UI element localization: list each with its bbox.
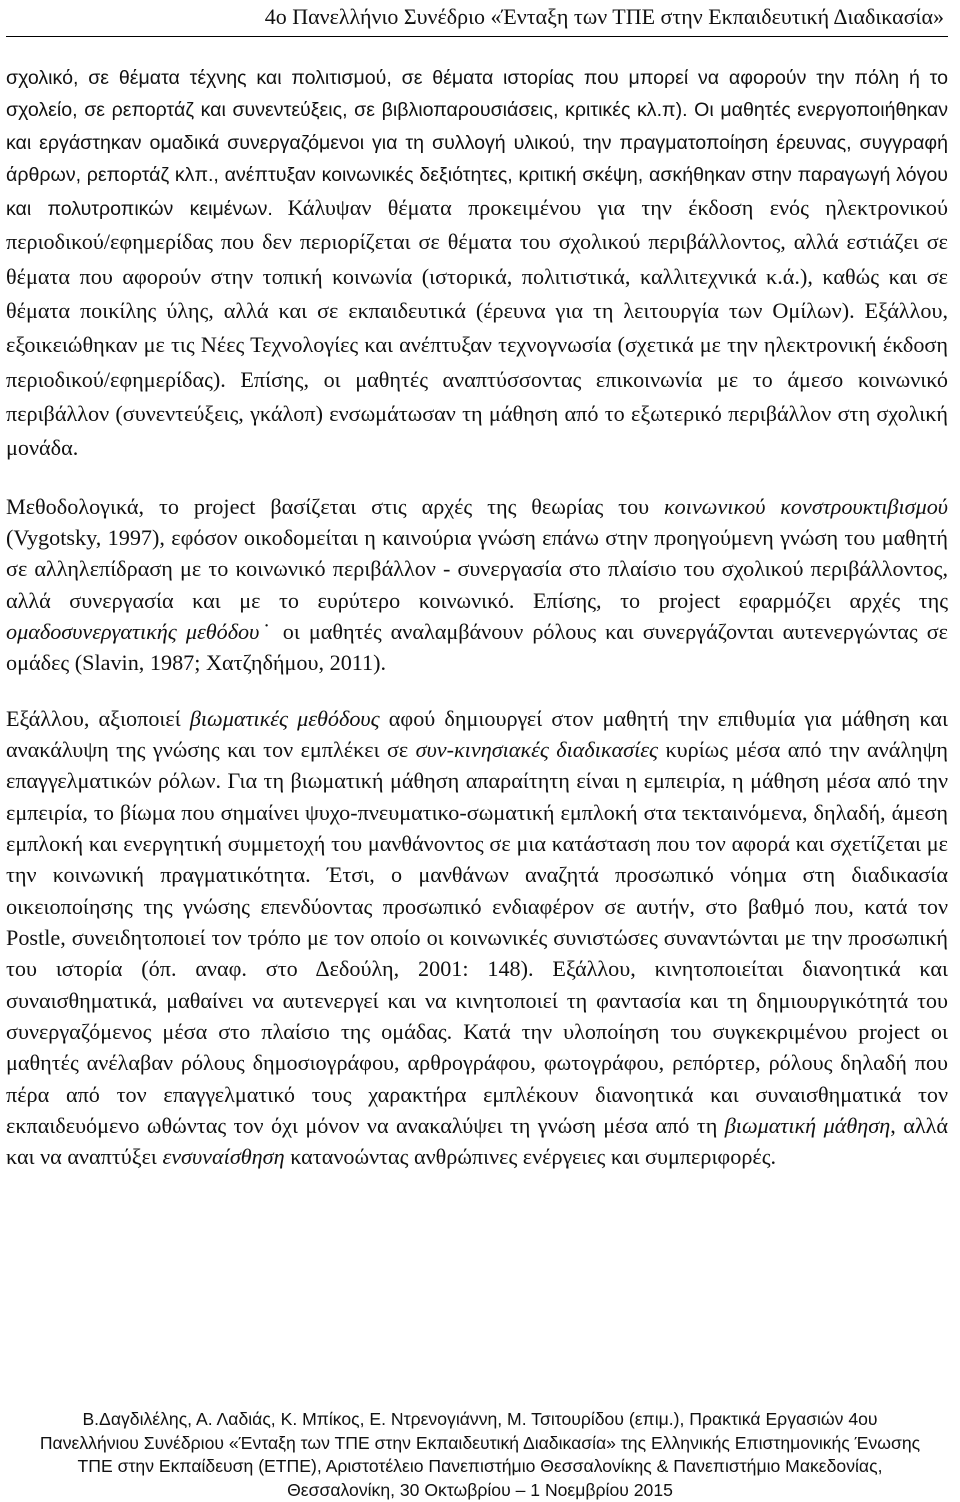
paragraph-3-emphasis-1: βιωματικές μεθόδους: [189, 705, 380, 731]
paragraph-3-emphasis-3: βιωματική μάθηση: [724, 1113, 891, 1139]
paragraph-1-serif-text: Κάλυψαν θέματα προκειμένου για την έκδοση ενός ηλεκτρονικού περιοδικού/εφημερίδας που δεν περιορίζεται σε θέματα του σχολικού περιβάλλοντος, αλλά εστιάζει σε θέματα που αφορούν στην τοπική κοινωνία (ιστορικά, πολιτιστικά, καλλιτεχνικά κ.ά.), καθώς και σε θέματα ποικίλης ύλης, αλλά και σε εκπαιδευτικά (έρευνα για τη λειτουργία των Ομίλων).: [6, 195, 949, 324]
paragraph-1: [6, 63, 948, 467]
paragraph-3-text-c: κυρίως μέσα από την ανάληψη επαγγελματικών ρόλων. Για τη βιωματική μάθηση απαραίτητη είναι η εμπειρία, η μάθηση μέσα από την εμπειρία, το βίωμα που σημαίνει ψυχο-πνευματικο-σωματική εμπλοκή στα τεκταινόμενα, δηλαδή, άμεση εμπλοκή και ενεργητική συμμετοχή του μανθάνοντος σε μια κατάσταση που τον αφορά και σχετίζεται με την κοινωνική πραγματικότητα. Έτσι, ο μανθάνων αναζητά προσωπικό νόημα στη διαδικασία οικειοποίησης της γνώσης επενδύοντας προσωπικό ενδιαφέρον σε αυτήν, στο βαθμό που, κατά τον Postle, συνειδητοποιεί τον τρόπο με τον οποίο οι κοινωνικές συνιστώσες συναντώνται με την προσωπική του ιστορία (όπ. αναφ. στο Δεδούλη, 2001: 148). Εξάλλου, κινητοποιείται διανοητικά και συναισθηματικά, μαθαίνει να αυτενεργεί και να κινητοποιεί τη φαντασία και τη δημιουργικότητά του συνεργαζόμενος μέσα στο πλαίσιο της ομάδας. Κατά την υλοποίηση του συγκεκριμένου project οι μαθητές ανέλαβαν ρόλους δημοσιογράφου, αρθρογράφου, φωτογράφου, ρεπόρτερ, ρόλους δηλαδή που πέρα από τον επαγγελματικό τους χαρακτήρα εμπλέκουν διανοητικά και συναισθηματικά τον εκπαιδευόμενο ωθώντας τον όχι μόνον να ανακαλύψει τη γνώση μέσα από τη: [6, 736, 948, 1139]
paragraph-3-emphasis-2: συν-κινησιακές διαδικασίες: [415, 736, 659, 762]
running-header: 4ο Πανελλήνιο Συνέδριο «Ένταξη των ΤΠΕ στην Εκπαιδευτική Διαδικασία»: [264, 4, 944, 29]
paragraph-2-emphasis-1: κοινωνικού κονστρουκτιβισμού: [664, 493, 948, 519]
paragraph-3-text-e: κατανοώντας ανθρώπινες ενέργειες και συμπεριφορές.: [284, 1144, 777, 1170]
paragraph-1-serif-text-2: Εξάλλου, εξοικειώθηκαν με τις Νέες Τεχνολογίες και ανέπτυξαν τεχνογνωσία (σχετικά με την ηλεκτρονική έκδοση περιοδικού/εφημερίδας). Επίσης, οι μαθητές αναπτύσσοντας επικοινωνία με το άμεσο κοινωνικό περιβάλλον (συνεντεύξεις, γκάλοπ) ενσωμάτωσαν τη μάθηση από το εξωτερικό περιβάλλον στη σχολική μονάδα.: [6, 298, 948, 461]
paragraph-2-text-a: Μεθοδολογικά, το project βασίζεται στις αρχές της θεωρίας του: [6, 493, 665, 519]
footer-line-3: ΤΠΕ στην Εκπαίδευση (ΕΤΠΕ), Αριστοτέλειο Πανεπιστήμιο Θεσσαλονίκης & Πανεπιστήμιο Μακεδονίας,: [77, 1456, 883, 1477]
page-footer: [0, 1408, 960, 1502]
footer-line-2: Πανελλήνιου Συνέδριου «Ένταξη των ΤΠΕ στην Εκπαιδευτική Διαδικασία» της Ελληνικής Επιστημονικής Ένωσης: [39, 1432, 921, 1453]
paragraph-3-text-d: , αλλά και να αναπτύξει: [6, 1113, 948, 1170]
paragraph-2-text-c: ˙ οι μαθητές αναλαμβάνουν ρόλους και συνεργάζονται αυτενεργώντας σε ομάδες (Slavin, 1987; Χατζηδήμου, 2011).: [6, 618, 948, 676]
document-body: [6, 63, 948, 1173]
paragraph-3-emphasis-4: ενσυναίσθηση: [162, 1144, 285, 1170]
paragraph-2-emphasis-2: ομαδοσυνεργατικής μεθόδου: [6, 618, 260, 644]
paragraph-3: [6, 703, 948, 1173]
footer-line-4: Θεσσαλονίκη, 30 Οκτωβρίου – 1 Νοεμβρίου 2015: [287, 1479, 673, 1500]
paragraph-2-text-b: (Vygotsky, 1997), εφόσον οικοδομείται η καινούρια γνώση επάνω στην προηγούμενη γνώση του μαθητή σε αλληλεπίδραση με το κοινωνικό περιβάλλον - συνεργασία στο πλαίσιο του σχολικού περιβάλλοντος, αλλά συνεργασία και με το ευρύτερο κοινωνικό. Επίσης, το project εφαρμόζει αρχές της: [6, 524, 948, 613]
paragraph-3-text-a: Εξάλλου, αξιοποιεί: [6, 705, 190, 731]
footer-line-1: Β.Δαγδιλέλης, Α. Λαδιάς, Κ. Μπίκος, Ε. Ντρενογιάννη, Μ. Τσιτουρίδου (επιμ.), Πρακτικά Εργασιών 4ου: [82, 1409, 878, 1429]
paragraph-3-text-b: αφού δημιουργεί στον μαθητή την επιθυμία για μάθηση και ανακάλυψη της γνώσης και τον εμπλέκει σε: [6, 705, 948, 762]
header-rule: [6, 36, 948, 37]
paragraph-2: [6, 491, 948, 679]
paragraph-1-sans-text: σχολικό, σε θέματα τέχνης και πολιτισμού, σε θέματα ιστορίας που μπορεί να αφορούν την πόλη ή το σχολείο, σε ρεπορτάζ και συνεντεύξεις, σε βιβλιοπαρουσιάσεις, κριτικές κλ.π). Οι μαθητές ενεργοποιήθηκαν και εργάστηκαν ομαδικά συνεργαζόμενοι για τη συλλογή υλικού, την πραγματοποίηση έρευνας, συγγραφή άρθρων, ρεπορτάζ κλπ., ανέπτυξαν κοινωνικές δεξιότητες, κριτική σκέψη, ασκήθηκαν στην παραγωγή λόγου και πολυτροπικών κειμένων.: [6, 67, 948, 221]
